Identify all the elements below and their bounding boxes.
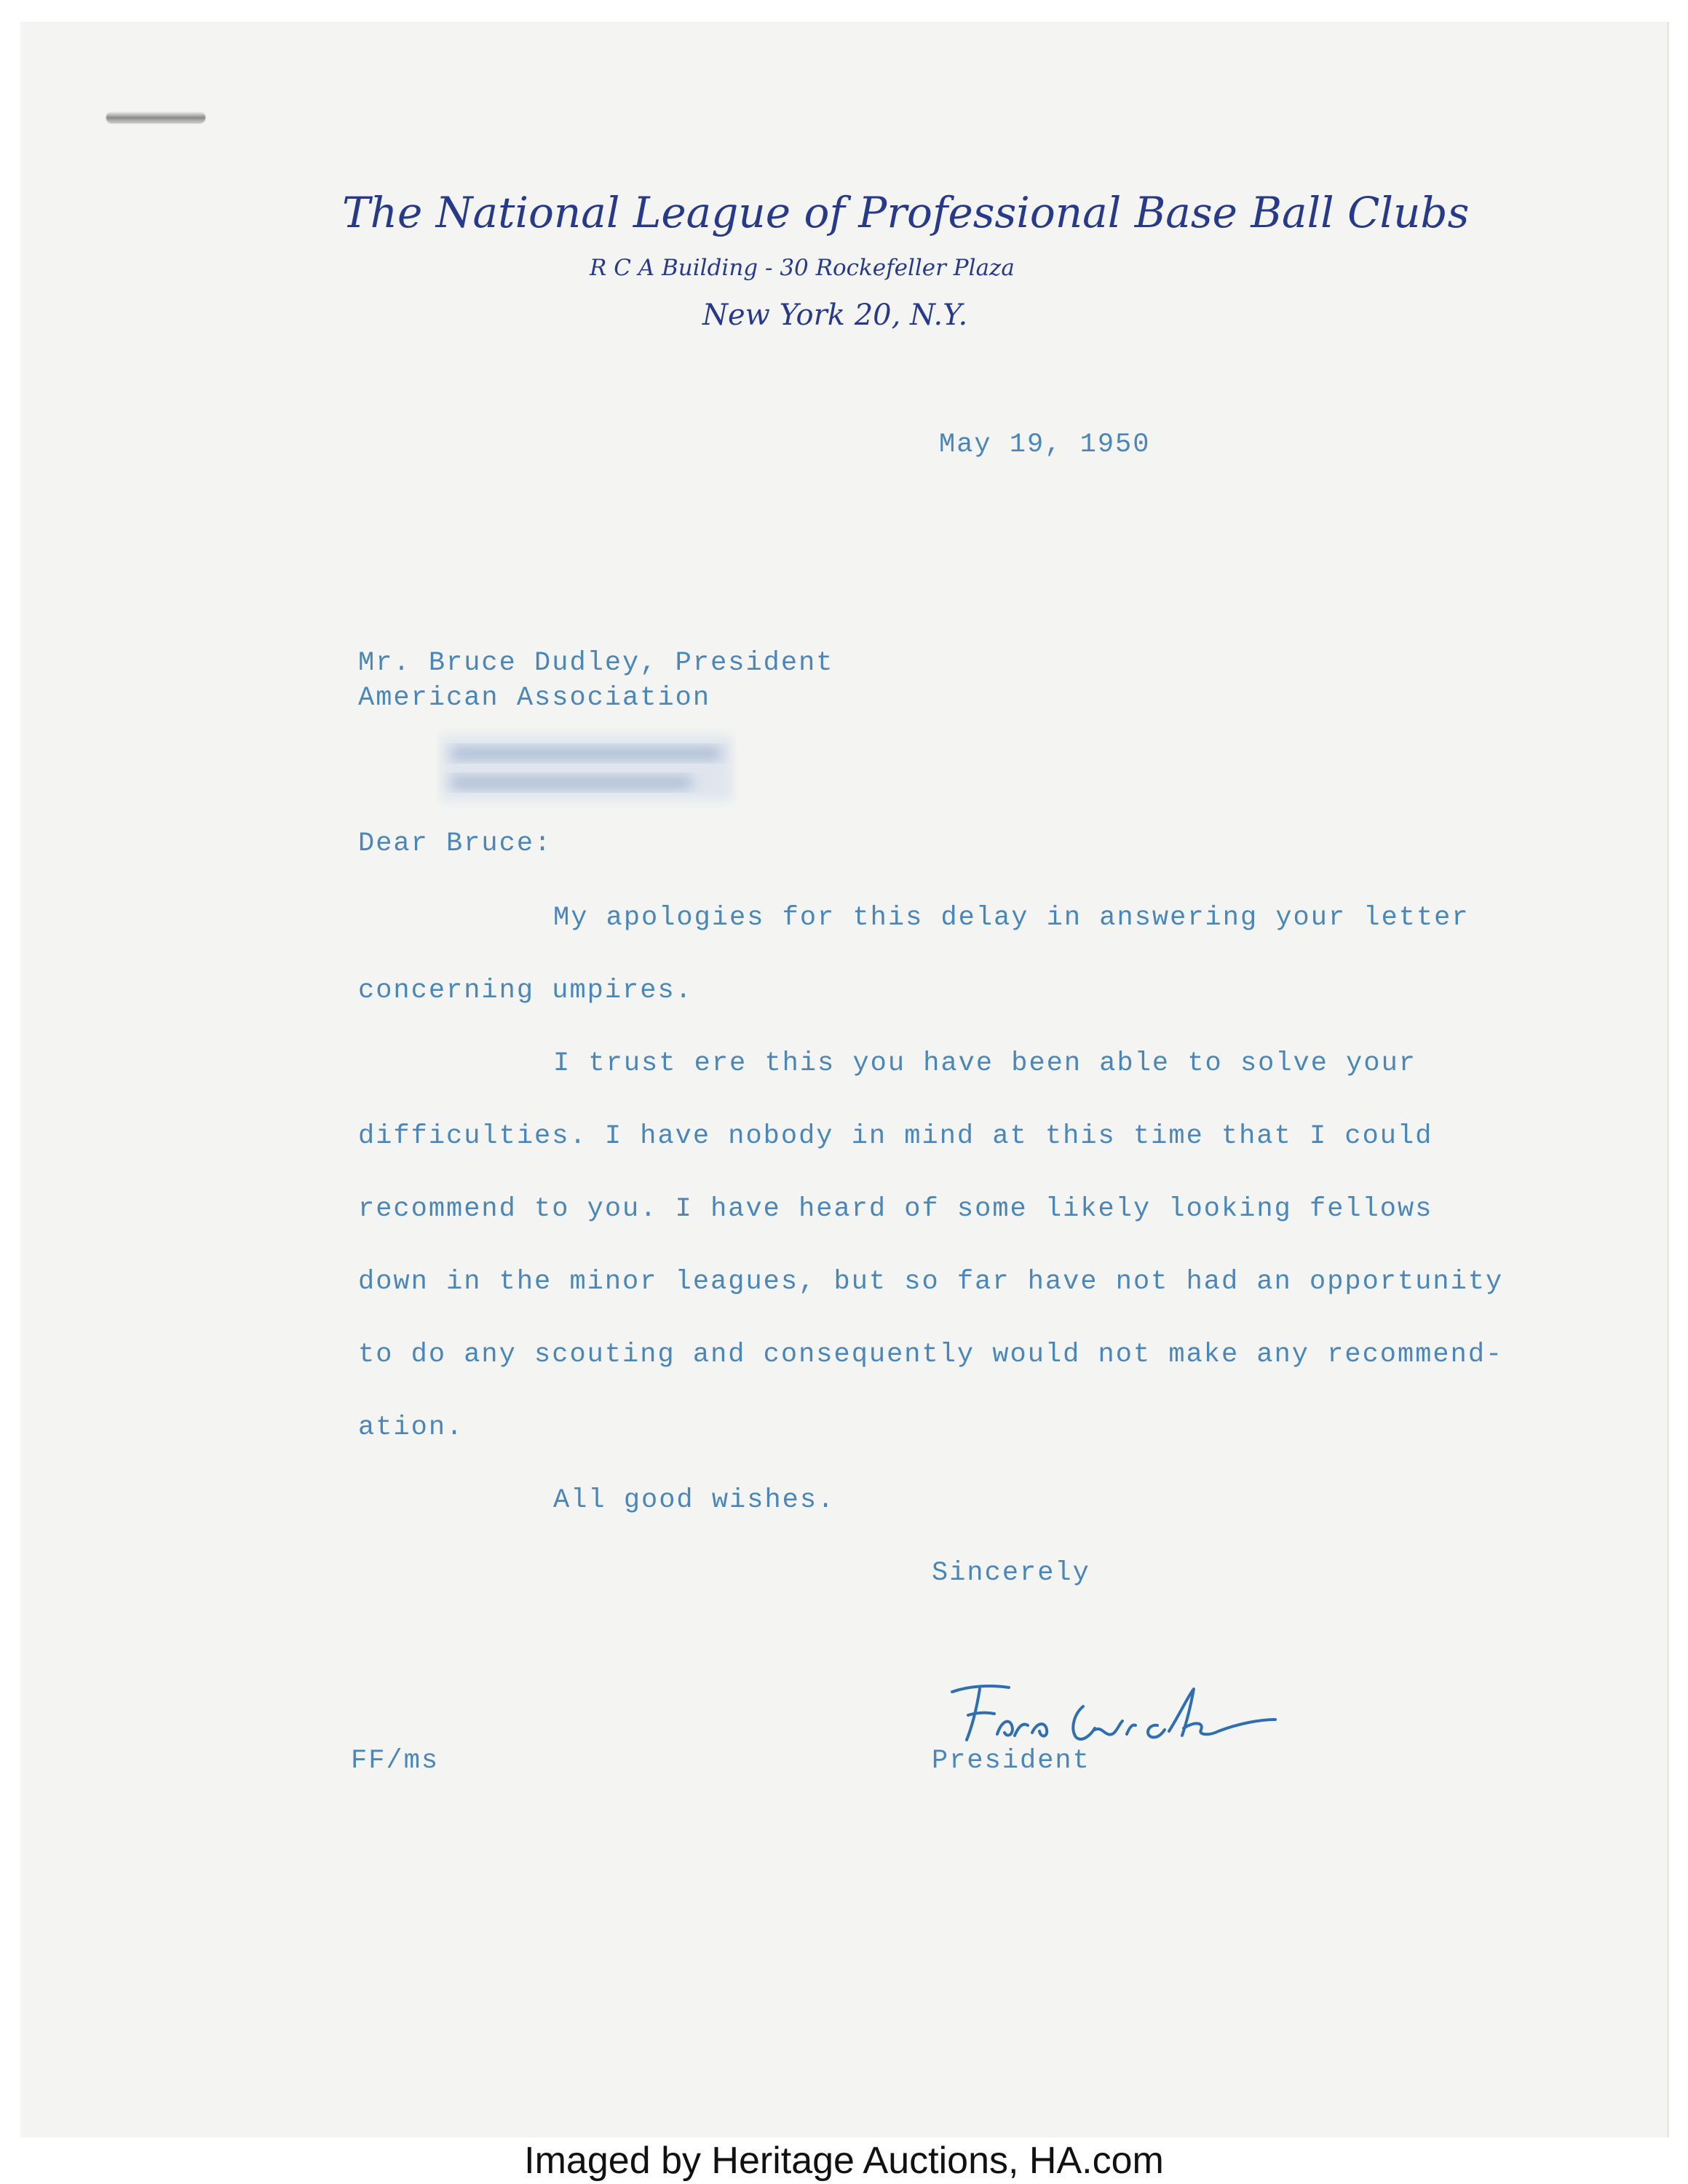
body-line: My apologies for this delay in answering your letter	[553, 903, 1470, 933]
letter-date: May 19, 1950	[939, 430, 1151, 460]
letterhead-address: R C A Building - 30 Rockefeller Plaza	[590, 255, 1015, 281]
redacted-address	[437, 728, 737, 808]
salutation: Dear Bruce:	[358, 828, 552, 859]
closing-line: All good wishes.	[553, 1485, 836, 1516]
recipient-organization: American Association	[358, 683, 711, 713]
body-line: difficulties. I have nobody in mind at this time that I could	[358, 1121, 1433, 1152]
letter-paper	[20, 22, 1669, 2137]
image-credit: Imaged by Heritage Auctions, HA.com	[0, 2137, 1688, 2184]
body-line: ation.	[358, 1412, 464, 1443]
complimentary-close: Sincerely	[932, 1558, 1090, 1588]
body-line: concerning umpires.	[358, 976, 693, 1006]
body-line: down in the minor leagues, but so far have not had an opportunity	[358, 1267, 1504, 1297]
signer-title: President	[932, 1746, 1090, 1776]
letterhead-city: New York 20, N.Y.	[702, 298, 968, 332]
body-line: recommend to you. I have heard of some likely looking fellows	[358, 1194, 1433, 1224]
reference-initials: FF/ms	[351, 1746, 440, 1776]
staple	[106, 112, 205, 122]
letterhead-organization: The National League of Professional Base Ball Clubs	[342, 188, 1470, 237]
body-line: to do any scouting and consequently would not make any recommend-	[358, 1340, 1504, 1370]
handwritten-signature	[939, 1667, 1281, 1754]
recipient-name: Mr. Bruce Dudley, President	[358, 648, 834, 678]
body-line: I trust ere this you have been able to solve your	[553, 1048, 1416, 1079]
